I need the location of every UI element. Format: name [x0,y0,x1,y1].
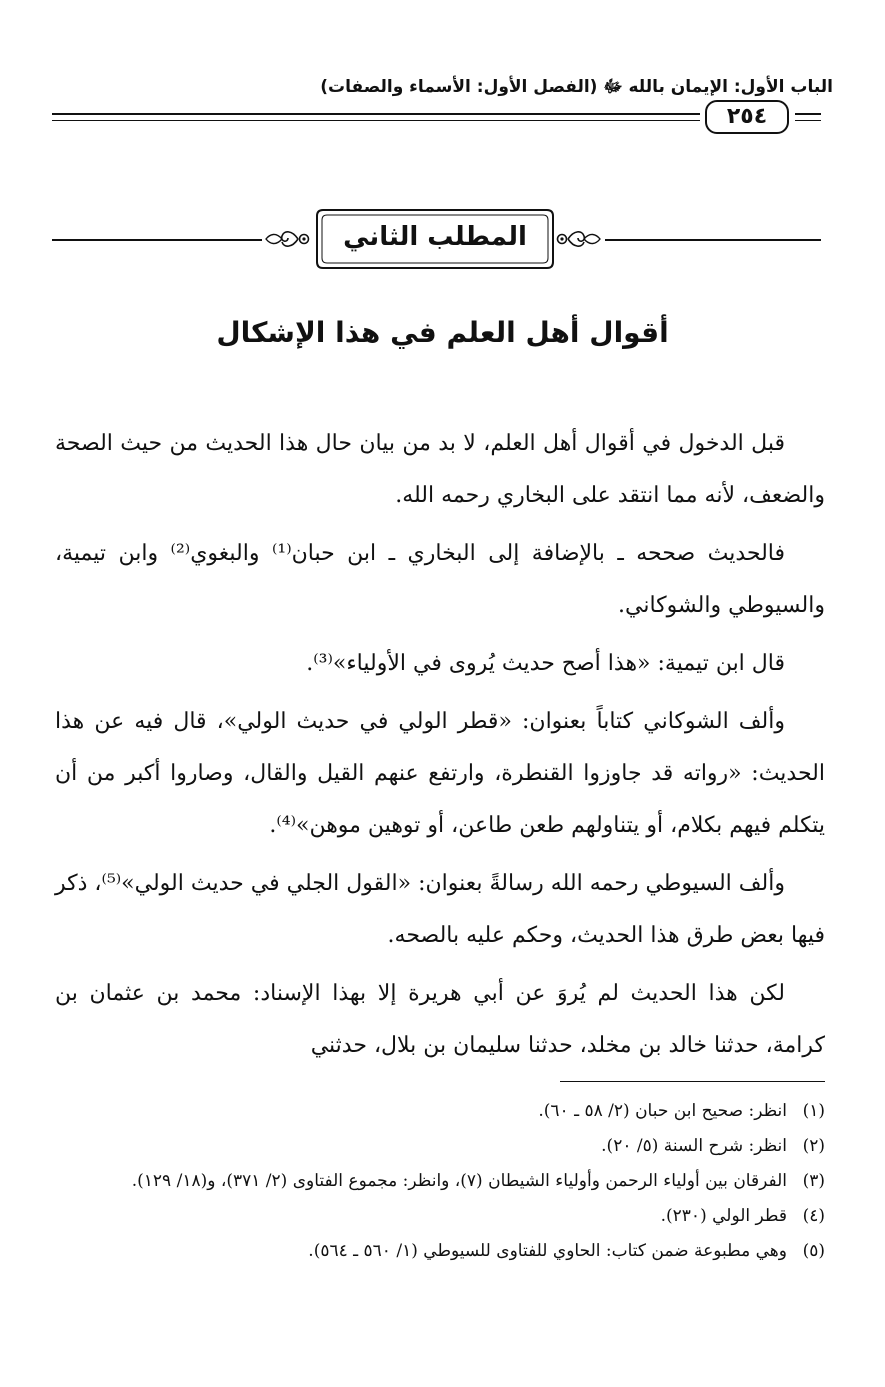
footnote-text: قطر الولي (٢٣٠). [660,1206,787,1226]
header-tail-rule-bottom [795,120,821,121]
footnote-number: (٣) [802,1171,825,1191]
header-rule-top [52,113,700,115]
paragraph: وألف السيوطي رحمه الله رسالةً بعنوان: «القول الجلي في حديث الولي»⁽⁵⁾، ذكر فيها بعض طرق هذا الحديث، وحكم عليه بالصحه. [55,871,825,948]
footnote-number: (٢) [802,1136,825,1156]
footnote-number: (٥) [802,1241,825,1261]
footnote [55,1094,825,1129]
paragraph: قال ابن تيمية: «هذا أصح حديث يُروى في الأولياء»⁽³⁾. [306,651,785,676]
paragraph: لكن هذا الحديث لم يُروَ عن أبي هريرة إلا بهذا الإسناد: محمد بن عثمان بن كرامة، حدثنا خالد بن مخلد، حدثنا سليمان بن بلال، حدثني [55,981,825,1058]
footnote-text: وهي مطبوعة ضمن كتاب: الحاوي للفتاوى للسيوطي (١/ ٥٦٠ ـ ٥٦٤). [308,1241,787,1261]
footnote-separator [560,1081,825,1082]
section-title: المطلب الثاني [343,222,527,252]
paragraph: وألف الشوكاني كتاباً بعنوان: «قطر الولي في حديث الولي»، قال فيه عن هذا الحديث: «رواته قد جاوزوا القنطرة، وارتفع عنهم القيل والقال، وصاروا أكبر من أن يتكلم فيهم بكلام، أو يتناولهم طعن طاعن، أو توهين موهن»⁽⁴⁾. [55,709,825,838]
footnotes [55,1094,825,1269]
footnote [55,1234,825,1269]
running-header: الباب الأول: الإيمان بالله ﷻ (الفصل الأول: الأسماء والصفات) [320,77,833,97]
footnote [55,1164,825,1199]
footnote-text: الفرقان بين أولياء الرحمن وأولياء الشيطان (٧)، وانظر: مجموع الفتاوى (٢/ ٣٧١)، و(١٨/ ١٢٩). [131,1171,787,1191]
footnote [55,1199,825,1234]
footnote-number: (١) [802,1101,825,1121]
body-text [55,418,825,1078]
paragraph: فالحديث صححه ـ بالإضافة إلى البخاري ـ ابن حبان⁽¹⁾ والبغوي⁽²⁾ وابن تيمية، والسيوطي والشوكاني. [55,541,825,618]
paragraph: قبل الدخول في أقوال أهل العلم، لا بد من بيان حال هذا الحديث من حيث الصحة والضعف، لأنه مما انتقد على البخاري رحمه الله. [55,431,825,508]
section-subtitle: أقوال أهل العلم في هذا الإشكال [216,316,669,349]
header-rule-bottom [52,120,700,121]
footnote-number: (٤) [802,1206,825,1226]
ornament-left-icon [262,224,310,254]
title-rule-right [605,239,821,241]
footnote-text: انظر: صحيح ابن حبان (٢/ ٥٨ ـ ٦٠). [538,1101,787,1121]
ornament-right-icon [556,224,604,254]
footnote [55,1129,825,1164]
page-number: ٢٥٤ [705,100,789,134]
header-tail-rule-top [795,113,821,115]
title-rule-left [52,239,262,241]
footnote-text: انظر: شرح السنة (٥/ ٢٠). [601,1136,787,1156]
